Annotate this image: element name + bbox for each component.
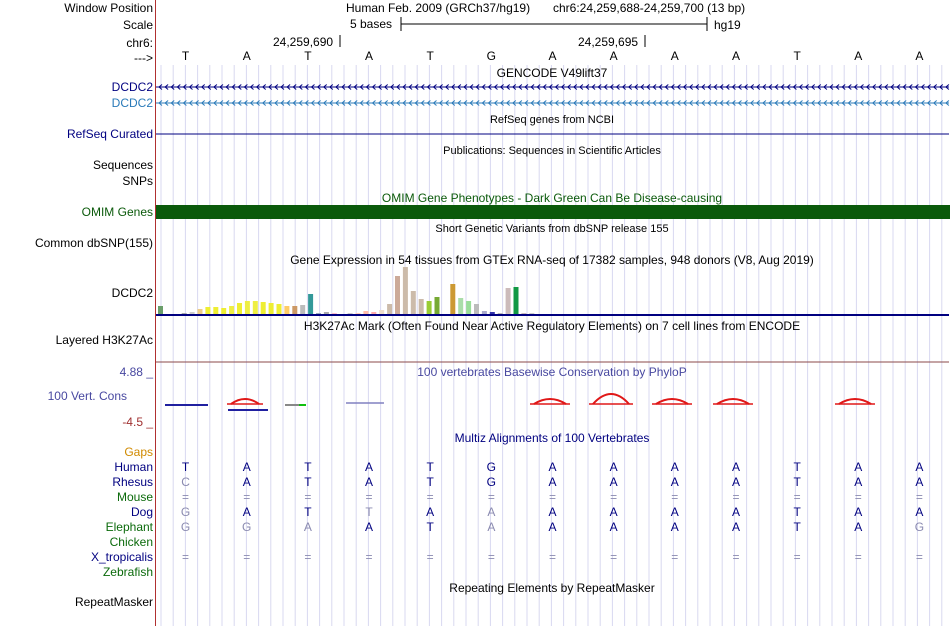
alignment-base: A <box>670 505 679 519</box>
h3k27ac-label[interactable]: Layered H3K27Ac <box>55 333 153 347</box>
base-letter: A <box>731 49 740 63</box>
alignment-base: = <box>426 550 434 564</box>
alignment-base: = <box>548 490 557 504</box>
gtex-bar <box>237 303 242 314</box>
alignment-base: G <box>486 460 497 474</box>
alignment-base: = <box>793 550 801 564</box>
alignment-base: T <box>365 505 373 519</box>
alignment-base: A <box>365 520 374 534</box>
gtex-bar <box>395 276 400 314</box>
gtex-track-title: Gene Expression in 54 tissues from GTEx RNA-seq of 17382 samples, 948 donors (V8, Aug 2019) <box>290 253 814 267</box>
dcdc2-transcript-2 <box>156 101 949 106</box>
species-label-dog[interactable]: Dog <box>130 505 153 519</box>
gtex-bar <box>182 313 187 314</box>
gaps-label[interactable]: Gaps <box>124 445 153 459</box>
alignment-base: = <box>548 550 557 564</box>
alignment-base: A <box>609 460 618 474</box>
alignment-base: A <box>670 475 679 489</box>
alignment-base: = <box>243 490 251 504</box>
alignment-base: A <box>731 520 740 534</box>
alignment-base: T <box>793 505 801 519</box>
alignment-base: = <box>915 490 923 504</box>
alignment-base: = <box>854 490 862 504</box>
gtex-bar <box>277 304 282 314</box>
species-label-human[interactable]: Human <box>114 460 153 474</box>
gtex-bar <box>458 298 463 314</box>
gtex-bar <box>371 312 376 314</box>
gtex-bar <box>253 301 258 314</box>
phylop-label[interactable]: 100 Vert. Cons <box>47 389 127 403</box>
omim-track-title: OMIM Gene Phenotypes - Dark Green Can Be Disease-causing <box>381 191 723 205</box>
alignment-base: A <box>854 520 863 534</box>
alignment-base: = <box>304 490 312 504</box>
scale-label: Scale <box>122 18 153 32</box>
alignment-base: A <box>731 475 740 489</box>
repeatmasker-label[interactable]: RepeatMasker <box>74 595 153 609</box>
snps-label[interactable]: SNPs <box>122 174 153 188</box>
alignment-base: A <box>915 460 924 474</box>
alignment-base: = <box>610 550 618 564</box>
alignment-base: = <box>732 550 740 564</box>
species-label-elephant[interactable]: Elephant <box>105 520 153 534</box>
gtex-bar <box>356 313 361 314</box>
alignment-base: G <box>242 520 252 534</box>
alignment-base: A <box>609 475 618 489</box>
alignment-base: A <box>609 505 618 519</box>
alignment-base: = <box>610 490 618 504</box>
gtex-bar <box>498 313 503 314</box>
gtex-bar <box>466 301 471 314</box>
alignment-base: A <box>426 505 435 519</box>
base-letter: A <box>365 49 374 63</box>
chrom-label: chr6: <box>126 36 153 50</box>
alignment-base: = <box>182 550 190 564</box>
gtex-bar <box>190 312 195 314</box>
alignment-base: A <box>548 460 557 474</box>
alignment-base: C <box>181 475 190 489</box>
base-letter: A <box>548 49 557 63</box>
assembly-title: Human Feb. 2009 (GRCh37/hg19) <box>346 1 531 15</box>
alignment-base: T <box>304 505 312 519</box>
species-label-zebrafish[interactable]: Zebrafish <box>102 565 153 579</box>
dbsnp-track-title: Short Genetic Variants from dbSNP release 155 <box>435 223 669 235</box>
alignment-base: T <box>426 475 434 489</box>
alignment-base: T <box>304 475 312 489</box>
gtex-bar <box>292 306 297 314</box>
base-letter: T <box>793 49 801 63</box>
scale-db: hg19 <box>714 18 741 32</box>
alignment-base: = <box>732 490 740 504</box>
gtex-bar <box>300 305 305 314</box>
gtex-bar <box>269 303 274 314</box>
alignment-base: A <box>731 505 740 519</box>
gtex-label[interactable]: DCDC2 <box>111 286 153 300</box>
position-text[interactable]: chr6:24,259,688-24,259,700 (13 bp) <box>553 1 746 15</box>
alignment-base: G <box>180 520 191 534</box>
base-letter: A <box>609 49 618 63</box>
alignment-base: = <box>182 490 190 504</box>
gtex-bar <box>403 267 408 314</box>
alignment-base: = <box>365 550 373 564</box>
publications-track-title: Publications: Sequences in Scientific Articles <box>443 145 661 157</box>
label-divider <box>155 0 156 626</box>
base-letter: T <box>426 49 434 63</box>
alignment-base: T <box>793 475 801 489</box>
alignment-base: = <box>243 550 251 564</box>
gtex-bar <box>261 302 266 314</box>
coord-label-1: 24,259,690 <box>273 35 334 49</box>
dcdc2-transcript-1 <box>156 85 949 90</box>
gencode-dcdc2-label-2[interactable]: DCDC2 <box>111 96 153 110</box>
gtex-bar <box>158 306 163 314</box>
alignment-base: A <box>854 460 863 474</box>
alignment-base: A <box>915 475 924 489</box>
alignment-base: = <box>426 490 434 504</box>
alignment-base: A <box>915 505 924 519</box>
alignment-base: = <box>304 550 312 564</box>
alignment-base: A <box>487 520 496 534</box>
base-letter: T <box>304 49 312 63</box>
alignment-base: A <box>303 520 312 534</box>
phylop-hump <box>593 394 629 404</box>
alignment-base: A <box>670 460 679 474</box>
gencode-dcdc2-label-1[interactable]: DCDC2 <box>111 80 153 94</box>
gtex-bar <box>411 291 416 314</box>
phylop-max-label: 4.88 _ <box>119 365 153 379</box>
alignment-base: A <box>242 505 251 519</box>
scale-text: 5 bases <box>350 17 393 31</box>
base-letter: G <box>486 49 497 63</box>
gtex-bar <box>198 309 203 314</box>
alignment-base: T <box>426 460 434 474</box>
gtex-bar <box>379 310 384 314</box>
h3k27ac-track-title: H3K27Ac Mark (Often Found Near Active Regulatory Elements) on 7 cell lines from ENCODE <box>303 319 801 333</box>
gtex-bar <box>348 313 353 314</box>
gtex-bar <box>521 313 526 314</box>
coord-label-2: 24,259,695 <box>578 35 639 49</box>
dbsnp-label[interactable]: Common dbSNP(155) <box>34 236 153 250</box>
phylop-min-label: -4.5 _ <box>122 415 153 429</box>
species-label-x_tropicalis[interactable]: X_tropicalis <box>90 550 153 564</box>
gtex-bar <box>284 306 289 314</box>
gtex-bar <box>316 313 321 314</box>
gtex-bar <box>450 284 455 314</box>
omim-bar <box>156 205 950 219</box>
species-label-mouse[interactable]: Mouse <box>116 490 153 504</box>
gtex-bar <box>427 301 432 314</box>
alignment-base: A <box>548 505 557 519</box>
phylop-track-title: 100 vertebrates Basewise Conservation by PhyloP <box>417 365 687 379</box>
multiz-track-title: Multiz Alignments of 100 Vertebrates <box>454 431 650 445</box>
refseq-label[interactable]: RefSeq Curated <box>66 127 153 141</box>
gtex-bar <box>474 304 479 314</box>
alignment-base: = <box>365 490 373 504</box>
alignment-base: T <box>793 460 801 474</box>
base-letter: A <box>915 49 924 63</box>
alignment-base: T <box>304 460 312 474</box>
alignment-base: G <box>180 505 191 519</box>
base-letter: A <box>242 49 251 63</box>
gtex-bar <box>490 312 495 314</box>
alignment-base: T <box>426 520 434 534</box>
gtex-bar <box>435 297 440 314</box>
gtex-bar <box>529 313 534 314</box>
alignment-base: = <box>915 550 923 564</box>
alignment-base: = <box>671 550 679 564</box>
alignment-base: A <box>854 505 863 519</box>
gtex-bar <box>229 306 234 314</box>
gtex-bar <box>332 313 337 314</box>
gtex-bar <box>387 304 392 314</box>
alignment-base: A <box>548 475 557 489</box>
alignment-base: = <box>487 550 495 564</box>
alignment-base: A <box>670 520 679 534</box>
gtex-bar <box>514 287 519 314</box>
sequences-label[interactable]: Sequences <box>92 158 153 172</box>
alignment-base: = <box>487 490 495 504</box>
gencode-track-title: GENCODE V49lift37 <box>496 66 608 80</box>
base-letter: A <box>854 49 863 63</box>
gtex-bar <box>324 312 329 314</box>
base-letter: A <box>670 49 679 63</box>
omim-label[interactable]: OMIM Genes <box>81 205 153 219</box>
alignment-base: G <box>486 475 497 489</box>
alignment-base: = <box>854 550 862 564</box>
alignment-base: A <box>487 505 496 519</box>
alignment-base: A <box>854 475 863 489</box>
alignment-base: A <box>609 520 618 534</box>
refseq-track-title: RefSeq genes from NCBI <box>489 114 615 126</box>
species-label-chicken[interactable]: Chicken <box>109 535 153 549</box>
alignment-base: T <box>793 520 801 534</box>
gtex-bar <box>419 299 424 314</box>
gtex-bar <box>205 307 210 314</box>
gtex-bar <box>213 307 218 314</box>
alignment-base: A <box>365 475 374 489</box>
gtex-bar <box>363 311 368 314</box>
alignment-base: = <box>671 490 679 504</box>
alignment-base: A <box>365 460 374 474</box>
alignment-base: = <box>793 490 801 504</box>
gtex-bar <box>506 288 511 314</box>
window-position-label: Window Position <box>64 1 153 15</box>
strand-label: ---> <box>134 51 153 65</box>
species-label-rhesus[interactable]: Rhesus <box>112 475 153 489</box>
base-letter: T <box>181 49 190 63</box>
alignment-base: A <box>731 460 740 474</box>
alignment-base: T <box>181 460 190 474</box>
gtex-bar <box>482 311 487 314</box>
gtex-bar <box>308 294 313 314</box>
gtex-bar <box>245 301 250 314</box>
repeatmasker-track-title: Repeating Elements by RepeatMasker <box>449 581 655 595</box>
gtex-bar <box>221 308 226 314</box>
alignment-base: A <box>242 475 251 489</box>
alignment-base: G <box>914 520 925 534</box>
alignment-base: A <box>548 520 557 534</box>
alignment-base: A <box>242 460 251 474</box>
